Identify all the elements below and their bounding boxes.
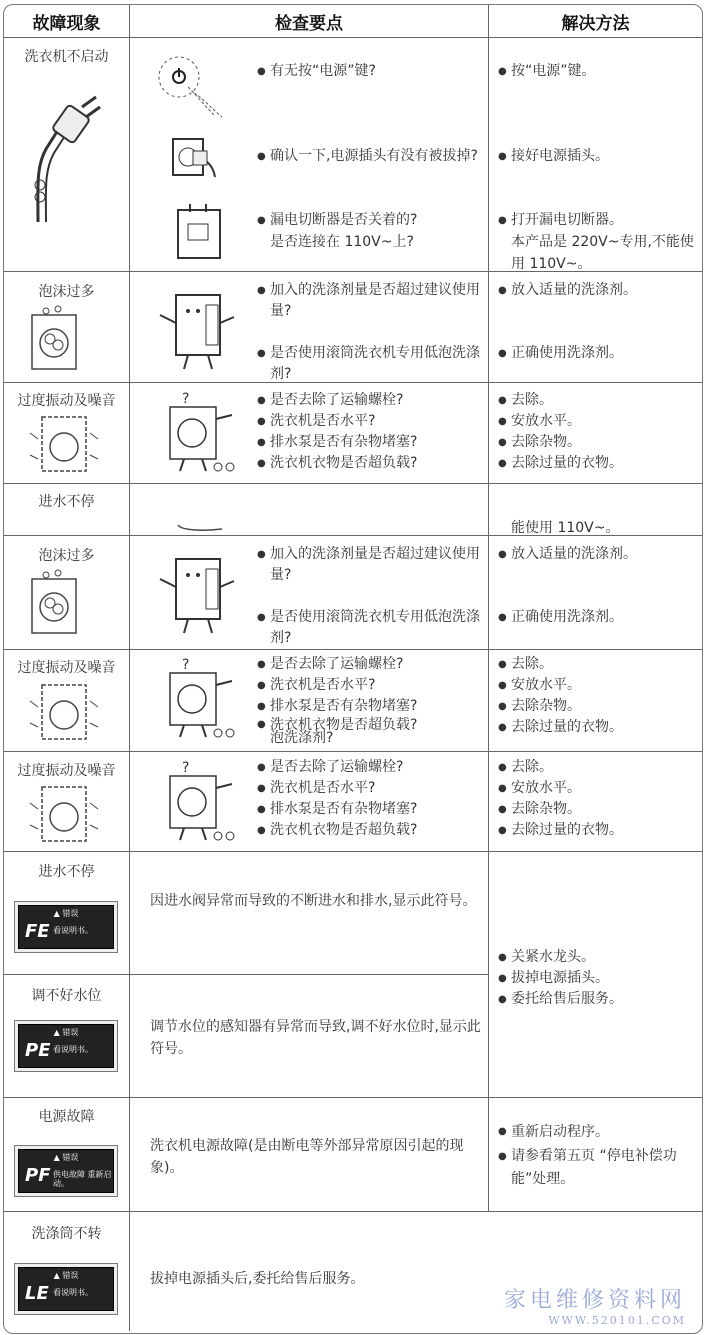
check-item-continued: 是否连接在 110V~上? xyxy=(270,234,414,250)
svg-text:?: ? xyxy=(182,391,190,407)
header-check: 检查要点 xyxy=(275,13,343,34)
power-button-icon xyxy=(154,53,229,123)
column-divider-1 xyxy=(129,5,130,1331)
check-item: ● 是否去除了运输螺栓? xyxy=(257,390,485,411)
check-item: ● 漏电切断器是否关着的? xyxy=(257,210,483,231)
error-message: 看说明书。 xyxy=(53,1045,93,1054)
solution-item: ● 安放水平。 xyxy=(498,411,698,432)
header-divider xyxy=(4,37,703,38)
power-plug-icon xyxy=(24,87,104,227)
watermark-title: 家电维修资料网 xyxy=(503,1288,686,1313)
row-divider xyxy=(4,483,703,484)
row-divider xyxy=(4,1211,703,1212)
header-solution: 解决方法 xyxy=(561,13,630,34)
vibrating-washer-icon xyxy=(24,677,104,747)
washer-question-icon xyxy=(154,389,244,479)
error-display-pf xyxy=(14,1145,118,1197)
check-description: 洗衣机电源故障(是由断电等外部异常原因引起的现象)。 xyxy=(150,1138,464,1176)
solution-item: ● 安放水平。 xyxy=(498,778,698,799)
check-item: ● 洗衣机是否水平? xyxy=(257,675,485,696)
check-item: ● 洗衣机是否水平? xyxy=(257,778,485,799)
solution-item: ● 委托给售后服务。 xyxy=(498,989,698,1010)
solution-item: ● 按“电源”键。 xyxy=(498,61,698,82)
row11-symptom: 洗涤筒不转 xyxy=(31,1226,102,1242)
svg-text:?: ? xyxy=(182,657,190,673)
check-item: ● 确认一下,电源插头有没有被拔掉? xyxy=(257,146,483,167)
error-code: LE xyxy=(25,1283,49,1304)
solution-item: ● 正确使用洗涤剂。 xyxy=(498,607,698,628)
row-divider xyxy=(4,751,703,752)
solution-item: ● 关紧水龙头。 xyxy=(498,947,698,968)
row2-symptom: 泡沫过多 xyxy=(38,284,95,300)
row-divider xyxy=(4,535,703,536)
solution-item: ● 安放水平。 xyxy=(498,675,698,696)
solution-item: ● 正确使用洗涤剂。 xyxy=(498,343,698,364)
solution-item: ● 去除。 xyxy=(498,757,698,778)
solution-item: ● 打开漏电切断器。 xyxy=(498,210,698,231)
row-divider xyxy=(4,1097,703,1098)
error-display-header: ▲ 错误 xyxy=(53,1153,79,1162)
troubleshooting-table xyxy=(3,4,703,1334)
error-message: 看说明书。 xyxy=(53,926,93,935)
washer-question-icon xyxy=(154,655,244,745)
row3-symptom: 过度振动及噪音 xyxy=(17,393,116,409)
row-divider xyxy=(4,974,489,975)
wall-socket-icon xyxy=(169,131,229,189)
error-message: 看说明书。 xyxy=(53,1288,93,1297)
washer-question-icon xyxy=(154,758,244,848)
error-message: 供电故障 重新启动。 xyxy=(53,1170,112,1188)
error-code: PF xyxy=(25,1165,51,1186)
row4-symptom: 进水不停 xyxy=(38,494,95,510)
solution-item: ● 拔掉电源插头。 xyxy=(498,968,698,989)
solution-item-continued: 本产品是 220V~专用,不能使用 110V~。 xyxy=(511,234,694,272)
error-code: FE xyxy=(25,921,50,942)
solution-item: ● 去除杂物。 xyxy=(498,432,698,453)
row9-symptom: 调不好水位 xyxy=(31,988,102,1004)
check-item: ● 是否去除了运输螺栓? xyxy=(257,757,485,778)
check-item: ● 有无按“电源”键? xyxy=(257,61,483,82)
check-item: ● 加入的洗涤剂量是否超过建议使用量? xyxy=(257,280,485,322)
solution-item: ● 放入适量的洗涤剂。 xyxy=(498,544,698,565)
vibrating-washer-icon xyxy=(24,779,104,849)
watermark xyxy=(504,1283,686,1327)
solution-item: ● 请参看第五页 “停电补偿功能”处理。 xyxy=(498,1145,698,1191)
washer-mascot-icon xyxy=(154,549,244,639)
header-symptom: 故障现象 xyxy=(32,13,101,34)
check-item: ● 排水泵是否有杂物堵塞? xyxy=(257,696,485,717)
check-item: ● 洗衣机是否水平? xyxy=(257,411,485,432)
svg-text:?: ? xyxy=(182,760,190,776)
solution-item: ● 去除杂物。 xyxy=(498,696,698,717)
check-item: ● 是否使用滚筒洗衣机专用低泡洗涤剂? xyxy=(257,343,485,385)
error-display-header: ▲ 错误 xyxy=(53,1271,79,1280)
row6-symptom: 过度振动及噪音 xyxy=(17,660,116,676)
solution-item: ● 去除过量的衣物。 xyxy=(498,820,698,841)
error-display-header: ▲ 错误 xyxy=(53,1028,79,1037)
solution-item: ● 去除过量的衣物。 xyxy=(498,453,698,474)
solution-item: ● 去除过量的衣物。 xyxy=(498,717,698,738)
error-code: PE xyxy=(25,1040,51,1061)
row7-symptom: 过度振动及噪音 xyxy=(17,763,116,779)
check-description: 因进水阀异常而导致的不断进水和排水,显示此符号。 xyxy=(150,893,477,909)
breaker-icon xyxy=(170,200,230,264)
error-display-fe xyxy=(14,901,118,953)
check-item: ● 洗衣机衣物是否超负载? xyxy=(257,717,485,733)
solution-item-cropped: 能使用 110V~。 xyxy=(511,520,620,534)
solution-item: ● 接好电源插头。 xyxy=(498,146,698,167)
foam-illustration-icon xyxy=(24,303,84,373)
check-item: ● 排水泵是否有杂物堵塞? xyxy=(257,432,485,453)
column-divider-2 xyxy=(488,5,489,1211)
check-item: ● 洗衣机衣物是否超负载? xyxy=(257,453,485,474)
foam-illustration-icon xyxy=(24,567,84,637)
check-item: ● 排水泵是否有杂物堵塞? xyxy=(257,799,485,820)
error-display-header: ▲ 错误 xyxy=(53,909,79,918)
watermark-url: WWW.520101.COM xyxy=(548,1314,686,1327)
row10-symptom: 电源故障 xyxy=(38,1109,95,1125)
check-item-overlap: 泡洗涤剂? xyxy=(270,730,334,746)
solution-item: ● 重新启动程序。 xyxy=(498,1121,698,1143)
solution-item: ● 去除。 xyxy=(498,390,698,411)
check-item: ● 加入的洗涤剂量是否超过建议使用量? xyxy=(257,544,485,586)
row8-symptom: 进水不停 xyxy=(38,864,95,880)
row-divider xyxy=(4,851,703,852)
washer-mascot-icon xyxy=(154,285,244,375)
row1-symptom: 洗衣机不启动 xyxy=(24,49,109,65)
solution-item: ● 放入适量的洗涤剂。 xyxy=(498,280,698,301)
check-item: ● 是否去除了运输螺栓? xyxy=(257,654,485,675)
solution-item: ● 去除杂物。 xyxy=(498,799,698,820)
row-divider xyxy=(4,649,703,650)
check-description: 拔掉电源插头后,委托给售后服务。 xyxy=(150,1271,365,1287)
check-description: 调节水位的感知器有异常而导致,调不好水位时,显示此符号。 xyxy=(150,1019,481,1057)
vibrating-washer-icon xyxy=(24,409,104,479)
solution-item: ● 去除。 xyxy=(498,654,698,675)
error-display-pe xyxy=(14,1020,118,1072)
cropped-illustration-icon xyxy=(176,521,226,533)
error-display-le xyxy=(14,1263,118,1315)
check-item: ● 是否使用滚筒洗衣机专用低泡洗涤剂? xyxy=(257,607,485,649)
check-item: ● 洗衣机衣物是否超负载? xyxy=(257,820,485,841)
row5-symptom: 泡沫过多 xyxy=(38,548,95,564)
